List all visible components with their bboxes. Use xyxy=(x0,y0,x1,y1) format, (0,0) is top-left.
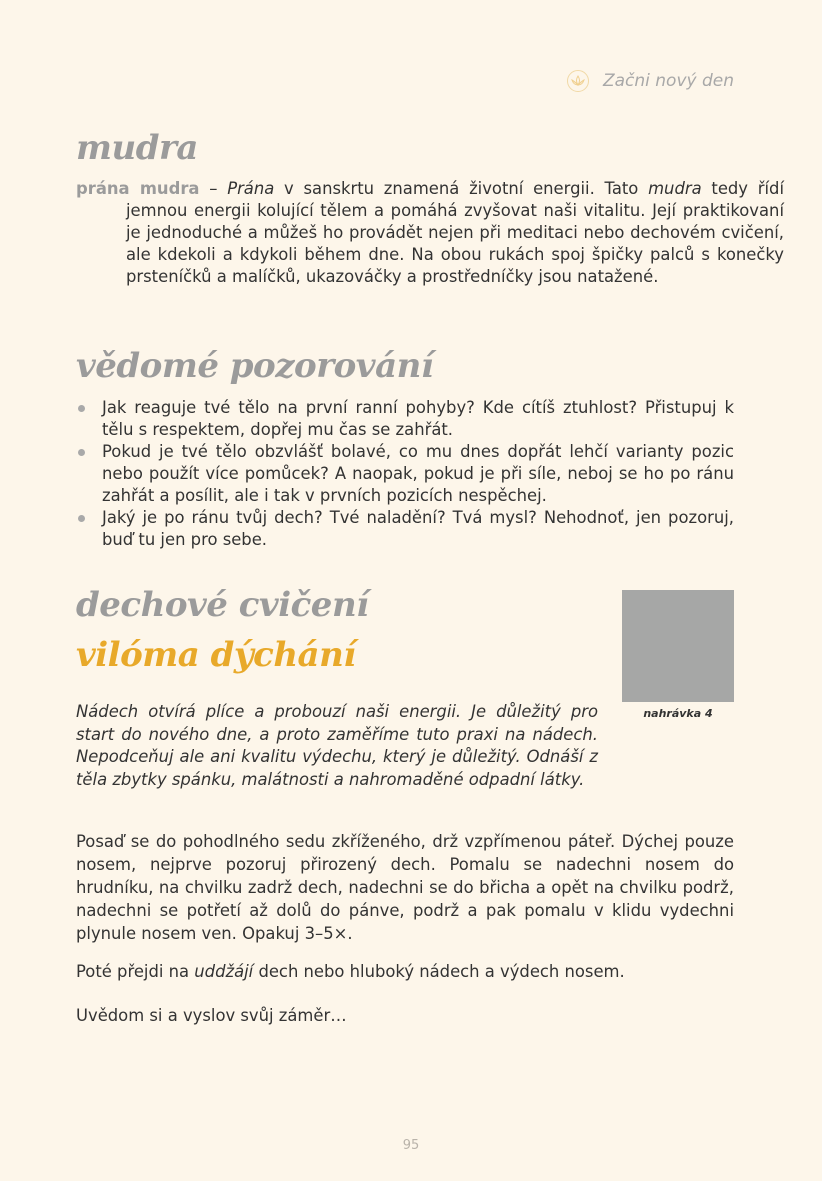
page-header xyxy=(567,70,734,92)
mudra-heading: mudra xyxy=(76,128,198,168)
observation-heading: vědomé pozorování xyxy=(76,346,434,386)
mudra-text-a: v sanskrtu znamená životní energii. Tato xyxy=(274,179,649,198)
then-text-a: Poté přejdi na xyxy=(76,962,195,981)
observation-list-wrap xyxy=(76,397,734,551)
observation-item: Pokud je tvé tělo obzvlášť bolavé, co mu dnes dopřát lehčí varianty pozic nebo použít více pomůcek? A naopak, pokud je při síle, neboj se ho po ránu zahřát a posílit, ale i tak v prvních pozicích nespěchej. xyxy=(76,441,734,507)
mudra-italic-mudra: mudra xyxy=(648,179,702,198)
breathing-heading: dechové cvičení xyxy=(76,585,369,625)
audio-recording-caption: nahrávka 4 xyxy=(643,707,713,720)
observation-item: Jaký je po ránu tvůj dech? Tvé naladění? Tvá mysl? Nehodnoť, jen pozoruj, buď tu jen pro sebe. xyxy=(76,507,734,551)
breathing-subheading: vilóma dýchání xyxy=(76,635,356,675)
breathing-instructions: Posaď se do pohodlného sedu zkříženého, drž vzpřímenou páteř. Dýchej pouze nosem, nejprve pozoruj přirozený dech. Pomalu se nadechni nosem do hrudníku, na chvilku zadrž dech, nadechni se do břicha a opět na chvilku podrž, nadechni se potřetí až dolů do pánve, podrž a pak pomalu v klidu vydechni plynule nosem ven. Opakuj 3–5×. xyxy=(76,832,734,943)
then-italic: uddžájí xyxy=(194,962,254,981)
page-number: 95 xyxy=(402,1138,420,1153)
audio-recording-placeholder[interactable] xyxy=(622,590,734,702)
then-text-b: dech nebo hluboký nádech a výdech nosem. xyxy=(253,962,625,981)
mudra-text-b: tedy řídí jemnou energii kolující tělem a pomáhá zvyšovat naši vitalitu. Její praktikovaní je jednoduché a můžeš ho provádět nejen při meditaci nebo dechovém cvičení, ale kdekoli a kdykoli během dne. Na obou rukách spoj špičky palců s konečky prsteníčků a malíčků, ukazováčky a prostředníčky jsou natažené. xyxy=(126,179,785,286)
chapter-title: Začni nový den xyxy=(602,71,734,91)
mudra-paragraph xyxy=(76,178,784,288)
lotus-icon xyxy=(567,70,589,92)
observation-item: Jak reaguje tvé tělo na první ranní pohyby? Kde cítíš ztuhlost? Přistupuj k tělu s respektem, dopřej mu čas se zahřát. xyxy=(76,397,734,441)
breathing-then xyxy=(76,961,734,983)
mudra-italic-prana: Prána xyxy=(227,179,275,198)
breathing-intro: Nádech otvírá plíce a probouzí naši energii. Je důležitý pro start do nového dne, a proto zaměříme tuto praxi na nádech. Nepodceňuj ale ani kvalitu výdechu, který je důležitý. Odnáší z těla zbytky spánku, malátnosti a nahromaděné odpadní látky. xyxy=(76,702,598,789)
breathing-closing: Uvědom si a vyslov svůj záměr… xyxy=(76,1006,347,1025)
mudra-term: prána mudra xyxy=(76,179,200,198)
observation-list xyxy=(76,397,734,551)
mudra-dash: – xyxy=(199,179,228,198)
